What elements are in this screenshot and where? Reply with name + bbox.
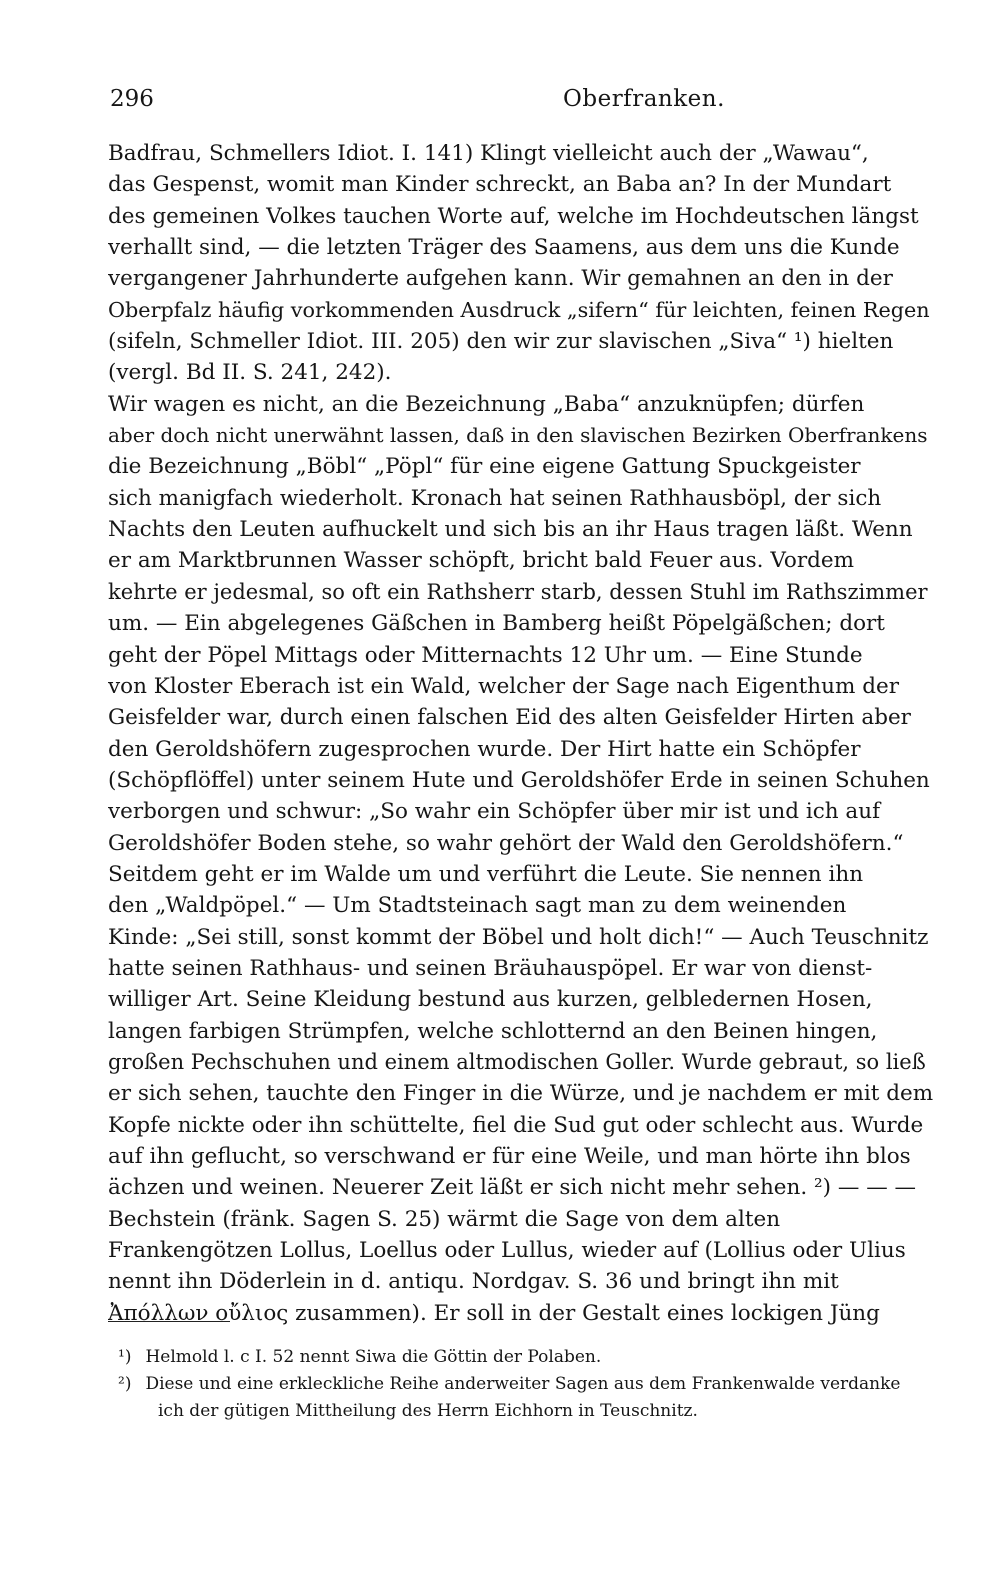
text-line: Bechstein (fränk. Sagen S. 25) wärmt die Sage von dem alten (108, 1206, 781, 1232)
text-line: geht der Pöpel Mittags oder Mitternachts 12 Uhr um. — Eine Stunde (108, 642, 863, 668)
running-title: Oberfranken. (563, 86, 725, 112)
footnote-text: Helmold l. c I. 52 nennt Siwa die Göttin der Polaben. (145, 1347, 602, 1367)
text-line: verborgen und schwur: „So wahr ein Schöpfer über mir ist und ich auf (108, 799, 881, 825)
text-line: (Schöpflöffel) unter seinem Hute und Geroldshöfer Erde in seinen Schuhen (108, 767, 930, 793)
page-header (108, 82, 930, 118)
text-line: kehrte er jedesmal, so oft ein Rathsherr starb, dessen Stuhl im Rathszimmer (108, 579, 928, 604)
footnote-line (118, 1344, 933, 1371)
text-line: Kopfe nickte oder ihn schüttelte, fiel die Sud gut oder schlecht aus. Wurde (108, 1112, 924, 1138)
text-line: er am Marktbrunnen Wasser schöpft, bricht bald Feuer aus. Vordem (108, 548, 854, 574)
footnote-marker: ²) (118, 1374, 132, 1394)
footnote-line (118, 1371, 933, 1398)
text-line: ächzen und weinen. Neuerer Zeit läßt er sich nicht mehr sehen. ²) — — — (108, 1175, 917, 1201)
text-line: den „Waldpöpel.“ — Um Stadtsteinach sagt man zu dem weinenden (108, 893, 847, 919)
text-line: Geisfelder war, durch einen falschen Eid des alten Geisfelder Hirten aber (108, 705, 911, 731)
text-line: das Gespenst, womit man Kinder schreckt, an Baba an? In der Mundart (108, 172, 892, 198)
text-line: die Bezeichnung „Böbl“ „Pöpl“ für eine eigene Gattung Spuckgeister (108, 454, 861, 480)
footnote-text: Diese und eine erkleckliche Reihe anderweiter Sagen aus dem Frankenwalde verdanke (145, 1374, 901, 1394)
text-line: Nachts den Leuten aufhuckelt und sich bis an ihr Haus tragen läßt. Wenn (108, 517, 913, 543)
footnotes (118, 1344, 933, 1425)
text-line: Oberpfalz häufig vorkommenden Ausdruck „sifern“ für leichten, feinen Regen (108, 297, 930, 322)
text-line: hatte seinen Rathhaus- und seinen Bräuhauspöpel. Er war von dienst- (108, 955, 873, 981)
body-text (108, 138, 933, 1329)
page-number: 296 (110, 86, 154, 112)
text-line: Seitdem geht er im Walde um und verführt die Leute. Sie nennen ihn (108, 861, 864, 887)
text-line: er sich sehen, tauchte den Finger in die Würze, und je nachdem er mit dem (108, 1081, 933, 1107)
text-line: nennt ihn Döderlein in d. antiqu. Nordgav. S. 36 und bringt ihn mit (108, 1269, 839, 1295)
text-line: den Geroldshöfern zugesprochen wurde. Der Hirt hatte ein Schöpfer (108, 736, 861, 762)
footnote-text: ich der gütigen Mittheilung des Herrn Eichhorn in Teuschnitz. (158, 1401, 698, 1421)
text-line: des gemeinen Volkes tauchen Worte auf, welche im Hochdeutschen längst (108, 203, 919, 229)
footnote-separator (108, 1321, 230, 1322)
text-line: (sifeln, Schmeller Idiot. III. 205) den wir zur slavischen „Siva“ ¹) hielten (108, 329, 894, 355)
text-line: williger Art. Seine Kleidung bestund aus kurzen, gelbledernen Hosen, (108, 987, 873, 1013)
text-line: (vergl. Bd II. S. 241, 242). (108, 360, 392, 386)
text-line: Frankengötzen Lollus, Loellus oder Lullus, wieder auf (Lollius oder Ulius (108, 1238, 906, 1264)
footnote-marker: ¹) (118, 1347, 132, 1367)
text-line: Geroldshöfer Boden stehe, so wahr gehört der Wald den Geroldshöfern.“ (108, 830, 904, 856)
text-line: auf ihn geflucht, so verschwand er für eine Weile, und man hörte ihn blos (108, 1144, 911, 1169)
text-line: vergangener Jahrhunderte aufgehen kann. Wir gemahnen an den in der (108, 266, 893, 292)
text-line: langen farbigen Strümpfen, welche schlotternd an den Beinen hingen, (108, 1018, 878, 1044)
text-line: aber doch nicht unerwähnt lassen, daß in den slavischen Bezirken Oberfrankens (108, 423, 928, 448)
text-line: Kinde: „Sei still, sonst kommt der Böbel und holt dich!“ — Auch Teuschnitz (108, 924, 929, 950)
text-line: um. — Ein abgelegenes Gäßchen in Bamberg heißt Pöpelgäßchen; dort (108, 611, 885, 637)
text-line: Badfrau, Schmellers Idiot. I. 141) Klingt vielleicht auch der „Wawau“, (108, 141, 869, 166)
text-line: Ἀπόλλων οὔλιος zusammen). Er soll in der Gestalt eines lockigen Jüng (108, 1300, 880, 1326)
text-line: von Kloster Eberach ist ein Wald, welcher der Sage nach Eigenthum der (108, 673, 899, 699)
text-line: großen Pechschuhen und einem altmodischen Goller. Wurde gebraut, so ließ (108, 1049, 926, 1074)
text-line: sich manigfach wiederholt. Kronach hat seinen Rathhausböpl, der sich (108, 485, 882, 511)
footnote-line (118, 1398, 933, 1425)
text-line: Wir wagen es nicht, an die Bezeichnung „Baba“ anzuknüpfen; dürfen (108, 391, 865, 417)
text-line: verhallt sind, — die letzten Träger des Saamens, aus dem uns die Kunde (108, 235, 900, 261)
